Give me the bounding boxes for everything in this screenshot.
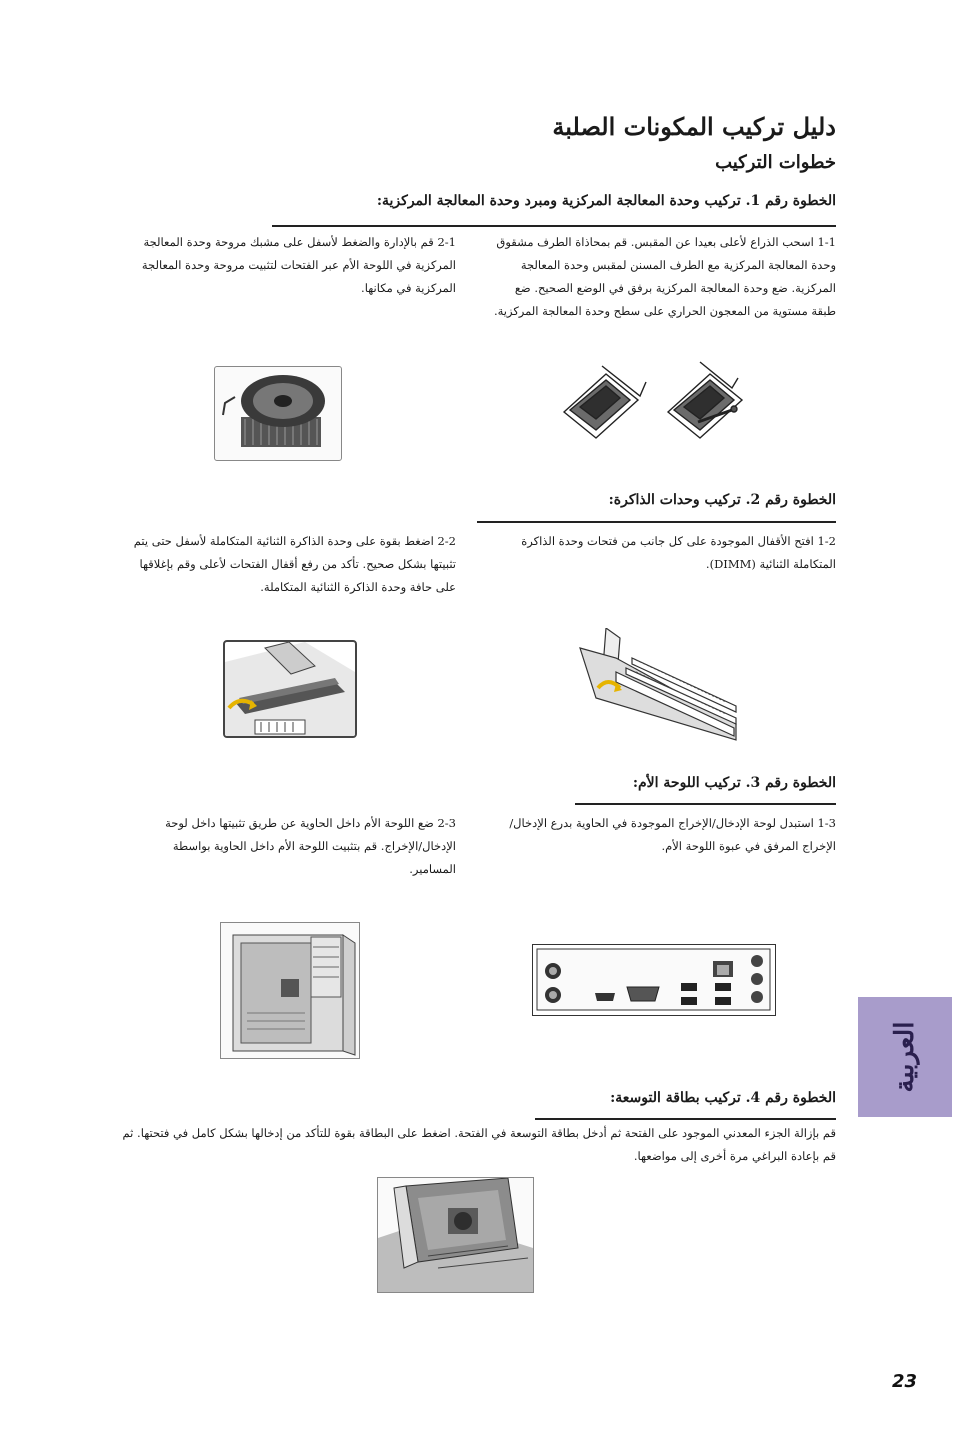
cpu-install-figure	[556, 352, 746, 452]
step-1-rule	[272, 225, 836, 227]
step-3-heading: الخطوة رقم 3. تركيب اللوحة الأم:	[632, 775, 836, 791]
step-1-1-text: 1-1 اسحب الذراع لأعلى بعيدا عن المقبس. قم بمحاذاة الطرف مشقوق وحدة المعالجة المركزية مع الطرف المسنن لمقبس وحدة المعالجة المركزية. ضع وحدة المعالجة المركزية برفق في الوضع الصحيح. ضع طبقة مستوية من المعجون الحراري على سطح وحدة المعالجة المركزية.	[493, 235, 836, 318]
step-2-1-text: 1-2 افتح الأقفال الموجودة على كل جانب من فتحات وحدة الذاكرة المتكاملة الثنائية (DIMM).	[521, 534, 836, 571]
page-title: دليل تركيب المكونات الصلبة	[552, 112, 836, 141]
step-3-2-text: 2-3 ضع اللوحة الأم داخل الحاوية عن طريق تثبيتها داخل لوحة الإدخال/الإخراج. قم بتثبيت اللوحة الأم داخل الحاوية بواسطة المسامير.	[165, 816, 456, 876]
step-4-text: قم بإزالة الجزء المعدني الموجود على الفتحة ثم أدخل بطاقة التوسعة في الفتحة. اضغط على البطاقة بقوة للتأكد من إدخالها بشكل كامل في فتحتها. ثم قم بإعادة البراغي مرة أخرى إلى مواضعها.	[122, 1126, 836, 1163]
expansion-card-figure	[377, 1177, 534, 1293]
io-shield-figure	[532, 944, 776, 1016]
chassis-figure	[220, 922, 360, 1059]
step-4-rule	[535, 1118, 836, 1120]
section-subtitle: خطوات التركيب	[715, 152, 836, 173]
step-3-1-text: 1-3 استبدل لوحة الإدخال/الإخراج الموجودة في الحاوية بدرع الإدخال/الإخراج المرفق في عبوة اللوحة الأم.	[509, 816, 836, 853]
step-2-heading: الخطوة رقم 2. تركيب وحدات الذاكرة:	[608, 492, 836, 508]
page-number: 23	[892, 1371, 918, 1392]
step-2-rule	[477, 521, 836, 523]
dimm-press-figure	[223, 640, 357, 738]
step-2-2-text: 2-2 اضغط بقوة على وحدة الذاكرة الثنائية المتكاملة لأسفل حتى يتم تثبيتها بشكل صحيح. تأكد من رفع أقفال الفتحات لأعلى وقم بإغلاقها على حافة وحدة الذاكرة الثنائية المتكاملة.	[133, 534, 456, 594]
cpu-fan-figure	[214, 366, 342, 461]
language-tab	[858, 997, 952, 1117]
language-tab-label: العربية	[890, 1021, 920, 1093]
step-3-rule	[575, 803, 836, 805]
step-1-2-text: 2-1 قم بالإدارة والضغط لأسفل على مشبك مروحة وحدة المعالجة المركزية في اللوحة الأم عبر الفتحات لتثبيت مروحة وحدة المعالجة المركزية في مكانها.	[141, 235, 456, 295]
dimm-slot-figure	[576, 628, 740, 748]
step-4-heading: الخطوة رقم 4. تركيب بطاقة التوسعة:	[610, 1090, 836, 1106]
step-1-heading: الخطوة رقم 1. تركيب وحدة المعالجة المركزية ومبرد وحدة المعالجة المركزية:	[376, 193, 836, 209]
